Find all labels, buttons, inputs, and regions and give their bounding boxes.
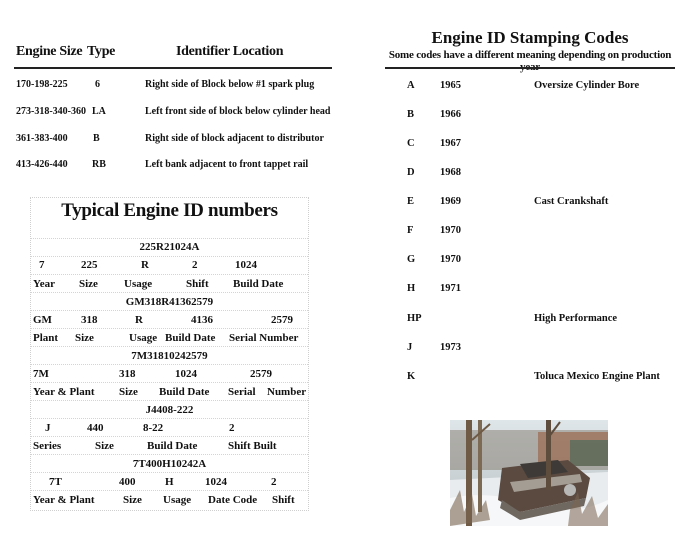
label-cell: Shift — [272, 494, 295, 506]
typical-title: Typical Engine ID numbers — [61, 200, 278, 221]
header-identifier-location: Identifier Location — [176, 44, 284, 59]
header-engine-size: Engine Size — [16, 44, 83, 59]
car-photo — [450, 420, 608, 526]
typical-engine-id-box — [30, 197, 309, 511]
stamp-meaning: Cast Crankshaft — [534, 196, 609, 207]
example-values-row — [31, 418, 308, 437]
example-values-row — [31, 310, 308, 329]
stamp-year: 1969 — [440, 196, 461, 207]
example-code-row — [31, 292, 308, 311]
value-cell: 2 — [229, 422, 235, 434]
example-labels-row — [31, 328, 308, 347]
label-cell: Serial — [228, 386, 256, 398]
value-cell: H — [165, 476, 174, 488]
example-code: J4408-222 — [145, 404, 194, 416]
stamp-code: B — [407, 109, 415, 120]
type-cell: LA — [92, 106, 106, 117]
value-cell: 225 — [81, 259, 98, 271]
example-code: 7M31810242579 — [131, 350, 208, 362]
example-values-row — [31, 364, 308, 383]
label-cell: Year — [33, 278, 55, 290]
value-cell: R — [141, 259, 149, 271]
type-cell: 6 — [95, 79, 100, 90]
stamp-year: 1967 — [440, 138, 461, 149]
label-cell: Build Date — [147, 440, 198, 452]
value-cell: 7 — [39, 259, 45, 271]
location-cell: Right side of Block below #1 spark plug — [145, 79, 315, 90]
size-cell: 413-426-440 — [16, 159, 68, 170]
value-cell: 1024 — [175, 368, 197, 380]
label-cell: Number — [267, 386, 307, 398]
header-type: Type — [87, 44, 116, 59]
value-cell: 7T — [49, 476, 62, 488]
location-cell: Left bank adjacent to front tappet rail — [145, 159, 309, 170]
label-cell: Shift Built — [228, 440, 277, 452]
stamp-code: HP — [407, 313, 422, 324]
example-code: GM318R41362579 — [125, 296, 214, 308]
stamp-year: 1971 — [440, 283, 461, 294]
value-cell: J — [45, 422, 51, 434]
example-values-row — [31, 472, 308, 491]
value-cell: 318 — [81, 314, 98, 326]
stamp-year: 1970 — [440, 225, 461, 236]
label-cell: Date Code — [208, 494, 258, 506]
stamp-meaning: Toluca Mexico Engine Plant — [534, 371, 660, 382]
label-cell: Build Date — [159, 386, 210, 398]
label-cell: Usage — [124, 278, 153, 290]
size-cell: 170-198-225 — [16, 79, 68, 90]
value-cell: 318 — [119, 368, 136, 380]
stamp-code: E — [407, 196, 415, 207]
location-cell: Right side of block adjacent to distributor — [145, 133, 324, 144]
car-photo-illustration — [450, 420, 608, 526]
label-cell: Size — [119, 386, 138, 398]
type-cell: B — [93, 133, 100, 144]
value-cell: 2579 — [271, 314, 293, 326]
label-cell: Usage — [163, 494, 192, 506]
label-cell: Usage — [129, 332, 158, 344]
value-cell: 400 — [119, 476, 136, 488]
example-code-row — [31, 454, 308, 473]
example-code: 225R21024A — [139, 241, 200, 253]
size-cell: 361-383-400 — [16, 133, 68, 144]
example-labels-row — [31, 274, 308, 293]
value-cell: 2579 — [250, 368, 272, 380]
stamp-code: C — [407, 138, 415, 149]
stamp-code: D — [407, 167, 415, 178]
stamp-year: 1970 — [440, 254, 461, 265]
label-cell: Size — [95, 440, 114, 452]
value-cell: 1024 — [235, 259, 257, 271]
value-cell: 2 — [192, 259, 198, 271]
stamp-code: J — [407, 342, 413, 353]
label-cell: Serial Number — [229, 332, 299, 344]
value-cell: 440 — [87, 422, 104, 434]
label-cell: Series — [33, 440, 62, 452]
label-cell: Plant — [33, 332, 59, 344]
label-cell: Size — [75, 332, 94, 344]
label-cell: Shift — [186, 278, 209, 290]
stamp-year: 1966 — [440, 109, 461, 120]
value-cell: GM — [33, 314, 52, 326]
example-labels-row — [31, 382, 308, 401]
label-cell: Year & Plant — [33, 494, 95, 506]
value-cell: 2 — [271, 476, 277, 488]
example-labels-row — [31, 436, 308, 455]
example-values-row — [31, 256, 308, 275]
stamp-code: G — [407, 254, 416, 265]
label-cell: Size — [79, 278, 98, 290]
stamp-meaning: Oversize Cylinder Bore — [534, 80, 640, 91]
value-cell: 1024 — [205, 476, 227, 488]
example-labels-row — [31, 490, 308, 509]
value-cell: 8-22 — [143, 422, 164, 434]
stamp-code: K — [407, 371, 416, 382]
example-code: 7T400H10242A — [132, 458, 207, 470]
example-code-row — [31, 238, 308, 257]
type-cell: RB — [92, 159, 106, 170]
value-cell: 7M — [33, 368, 49, 380]
label-cell: Build Date — [233, 278, 284, 290]
example-code-row — [31, 400, 308, 419]
size-cell: 273-318-340-360 — [16, 106, 86, 117]
location-cell: Left front side of block below cylinder head — [145, 106, 331, 117]
stamp-year: 1965 — [440, 80, 461, 91]
value-cell: R — [135, 314, 143, 326]
label-cell: Year & Plant — [33, 386, 95, 398]
header-rule — [14, 67, 332, 69]
label-cell: Build Date — [165, 332, 216, 344]
stamp-code: F — [407, 225, 414, 236]
stamp-code: H — [407, 283, 416, 294]
stamp-code: A — [407, 80, 415, 91]
stamping-subtitle: Some codes have a different meaning depending on production — [388, 49, 672, 61]
stamp-year: 1968 — [440, 167, 461, 178]
stamping-rule — [385, 67, 675, 69]
example-code-row — [31, 346, 308, 365]
stamp-meaning: High Performance — [534, 313, 618, 324]
label-cell: Size — [123, 494, 142, 506]
stamping-title: Engine ID Stamping Codes — [431, 28, 629, 47]
stamp-year: 1973 — [440, 342, 461, 353]
value-cell: 4136 — [191, 314, 213, 326]
